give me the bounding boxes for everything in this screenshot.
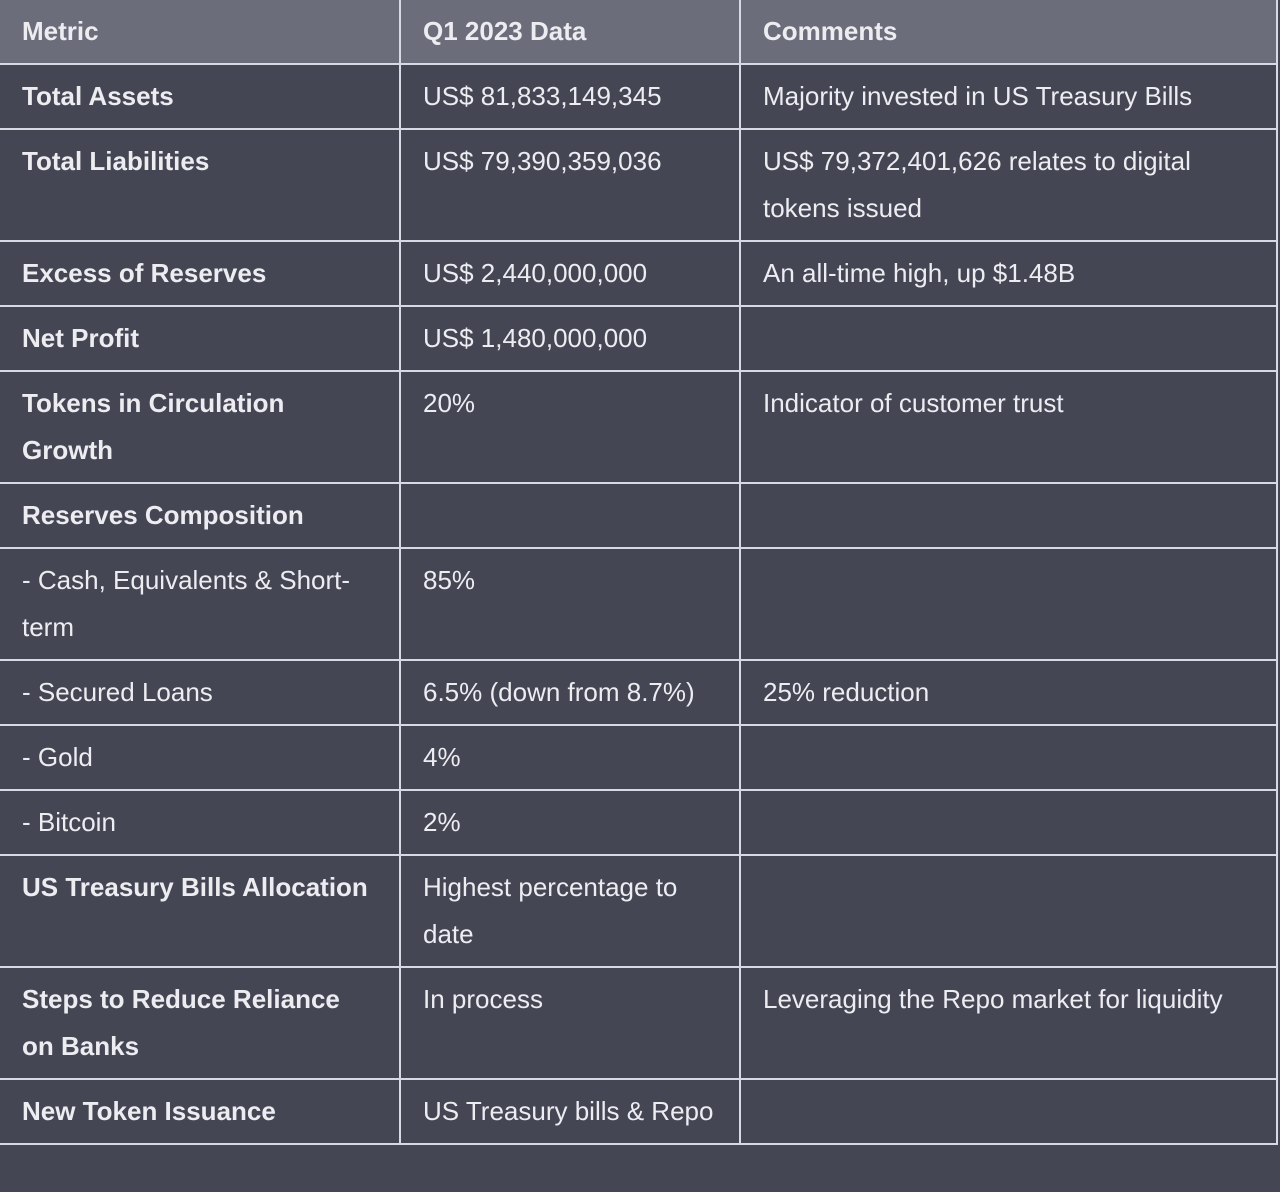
comment-cell: Indicator of customer trust: [740, 371, 1277, 483]
table-row: [0, 725, 1277, 790]
comment-cell: Majority invested in US Treasury Bills: [740, 64, 1277, 129]
comment-cell: [740, 855, 1277, 967]
comment-cell: US$ 79,372,401,626 relates to digital tokens issued: [740, 129, 1277, 241]
value-cell: 2%: [400, 790, 740, 855]
comment-cell: [740, 790, 1277, 855]
table-row: [0, 790, 1277, 855]
metric-cell: Reserves Composition: [0, 483, 400, 548]
metric-cell: Excess of Reserves: [0, 241, 400, 306]
metric-cell: - Gold: [0, 725, 400, 790]
value-cell: [400, 483, 740, 548]
table-row: [0, 855, 1277, 967]
comment-cell: [740, 725, 1277, 790]
header-comments: Comments: [740, 0, 1277, 64]
comment-cell: [740, 306, 1277, 371]
table-row: [0, 306, 1277, 371]
table-body: [0, 64, 1277, 1144]
value-cell: US$ 81,833,149,345: [400, 64, 740, 129]
comment-cell: Leveraging the Repo market for liquidity: [740, 967, 1277, 1079]
table-row: [0, 967, 1277, 1079]
header-row: [0, 0, 1277, 64]
value-cell: Highest percentage to date: [400, 855, 740, 967]
table-row: [0, 129, 1277, 241]
metric-cell: - Bitcoin: [0, 790, 400, 855]
header-metric: Metric: [0, 0, 400, 64]
value-cell: 85%: [400, 548, 740, 660]
comment-cell: 25% reduction: [740, 660, 1277, 725]
table-row: [0, 241, 1277, 306]
table-row: [0, 548, 1277, 660]
metric-cell: New Token Issuance: [0, 1079, 400, 1144]
table-row: [0, 371, 1277, 483]
metric-cell: Net Profit: [0, 306, 400, 371]
metric-cell: Total Assets: [0, 64, 400, 129]
value-cell: US Treasury bills & Repo: [400, 1079, 740, 1144]
value-cell: 4%: [400, 725, 740, 790]
value-cell: 20%: [400, 371, 740, 483]
metric-cell: US Treasury Bills Allocation: [0, 855, 400, 967]
value-cell: US$ 79,390,359,036: [400, 129, 740, 241]
table-row: [0, 1079, 1277, 1144]
metric-cell: Tokens in Circulation Growth: [0, 371, 400, 483]
metric-cell: Total Liabilities: [0, 129, 400, 241]
metric-cell: - Secured Loans: [0, 660, 400, 725]
table-row: [0, 660, 1277, 725]
header-q1-2023-data: Q1 2023 Data: [400, 0, 740, 64]
value-cell: US$ 2,440,000,000: [400, 241, 740, 306]
comment-cell: [740, 483, 1277, 548]
value-cell: 6.5% (down from 8.7%): [400, 660, 740, 725]
table-row: [0, 483, 1277, 548]
comment-cell: [740, 1079, 1277, 1144]
comment-cell: An all-time high, up $1.48B: [740, 241, 1277, 306]
value-cell: In process: [400, 967, 740, 1079]
value-cell: US$ 1,480,000,000: [400, 306, 740, 371]
table-row: [0, 64, 1277, 129]
comment-cell: [740, 548, 1277, 660]
metric-cell: - Cash, Equivalents & Short-term: [0, 548, 400, 660]
metric-cell: Steps to Reduce Reliance on Banks: [0, 967, 400, 1079]
